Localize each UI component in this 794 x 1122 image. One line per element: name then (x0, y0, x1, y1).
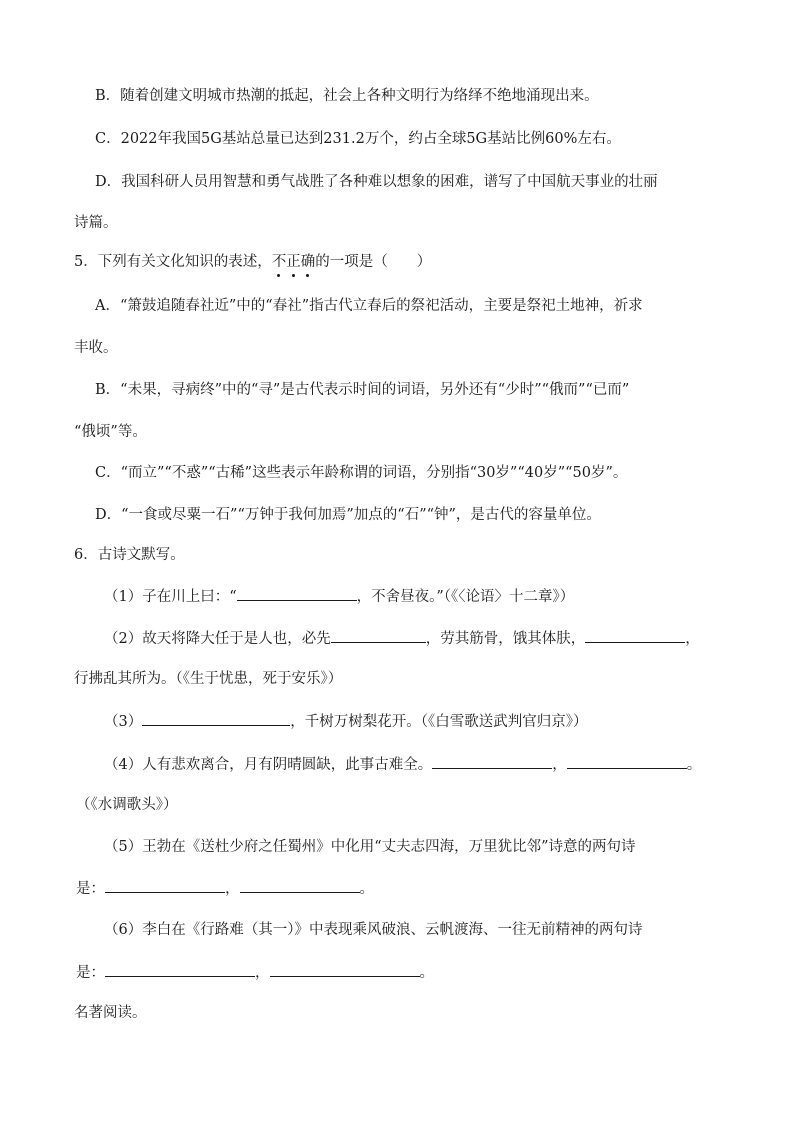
answer-blank[interactable] (142, 711, 290, 726)
section-heading: 名著阅读。 (74, 1005, 147, 1021)
answer-blank[interactable] (237, 586, 357, 601)
item-2-continued: 行拂乱其所为。（《生于忧患，死于安乐》） (74, 671, 343, 687)
option-a: A．“箫鼓追随春社近”中的“春社”指古代立春后的祭祀活动，主要是祭祀土地神，祈求 (95, 298, 643, 314)
item-6-continued: 是： ， 。 (76, 962, 434, 983)
item-6: （6）李白在《行路难（其一）》中表现乘风破浪、云帆渡海、一往无前精神的两句诗 (104, 922, 643, 938)
emphasis-char: 正 (286, 254, 301, 270)
stem-text: 的一项是（ ） (315, 254, 432, 270)
question-6-stem: 6．古诗文默写。 (74, 547, 185, 563)
answer-blank[interactable] (240, 878, 360, 893)
answer-blank[interactable] (105, 962, 255, 977)
option-d: D．“一食或尽粟一石”“万钟于我何加焉”加点的“石”“钟”，是古代的容量单位。 (95, 507, 601, 523)
emphasis-char: 不 (271, 254, 287, 270)
answer-blank[interactable] (432, 754, 552, 769)
item-2: （2）故天将降大任于是人也，必先 ，劳其筋骨，饿其体肤， ， (104, 628, 700, 649)
question-5-stem (74, 252, 431, 272)
item-1: （1）子在川上曰：“ ，不舍昼夜。”（《〈论语〉十二章》） (104, 586, 574, 607)
option-d: D．我国科研人员用智慧和勇气战胜了各种难以想象的困难，谱写了中国航天事业的壮丽 (95, 174, 658, 190)
answer-blank[interactable] (585, 628, 685, 643)
answer-blank[interactable] (105, 878, 225, 893)
option-d-continued: 诗篇。 (74, 215, 118, 231)
stem-text: 5．下列有关文化知识的表述， (74, 254, 272, 270)
item-3: （3） ，千树万树梨花开。（《白雪歌送武判官归京》） (104, 711, 587, 732)
answer-blank[interactable] (567, 754, 687, 769)
item-5: （5）王勃在《送杜少府之任蜀州》中化用“丈夫志四海，万里犹比邻”诗意的两句诗 (104, 839, 636, 855)
option-b: B．随着创建文明城市热潮的抵起，社会上各种文明行为络绎不绝地涌现出来。 (95, 88, 599, 104)
option-b: B．“未果，寻病终”中的“寻”是古代表示时间的词语，另外还有“少时”“俄而”“已而” (95, 382, 630, 398)
option-b-continued: “俄顷”等。 (74, 424, 147, 440)
option-c: C．“而立”“不惑”“古稀”这些表示年龄称谓的词语，分别指“30岁”“40岁”“50岁”。 (95, 465, 628, 481)
emphasis-char: 确 (300, 254, 316, 270)
answer-blank[interactable] (270, 962, 420, 977)
option-a-continued: 丰收。 (74, 340, 118, 356)
item-4-continued: （《水调歌头》） (76, 797, 178, 813)
item-5-continued: 是： ， 。 (76, 878, 374, 899)
item-4: （4）人有悲欢离合，月有阴晴圆缺，此事古难全。 ， 。 (104, 754, 701, 775)
answer-blank[interactable] (331, 628, 426, 643)
option-c: C．2022年我国5G基站总量已达到231.2万个，约占全球5G基站比例60%左右。 (95, 131, 621, 147)
